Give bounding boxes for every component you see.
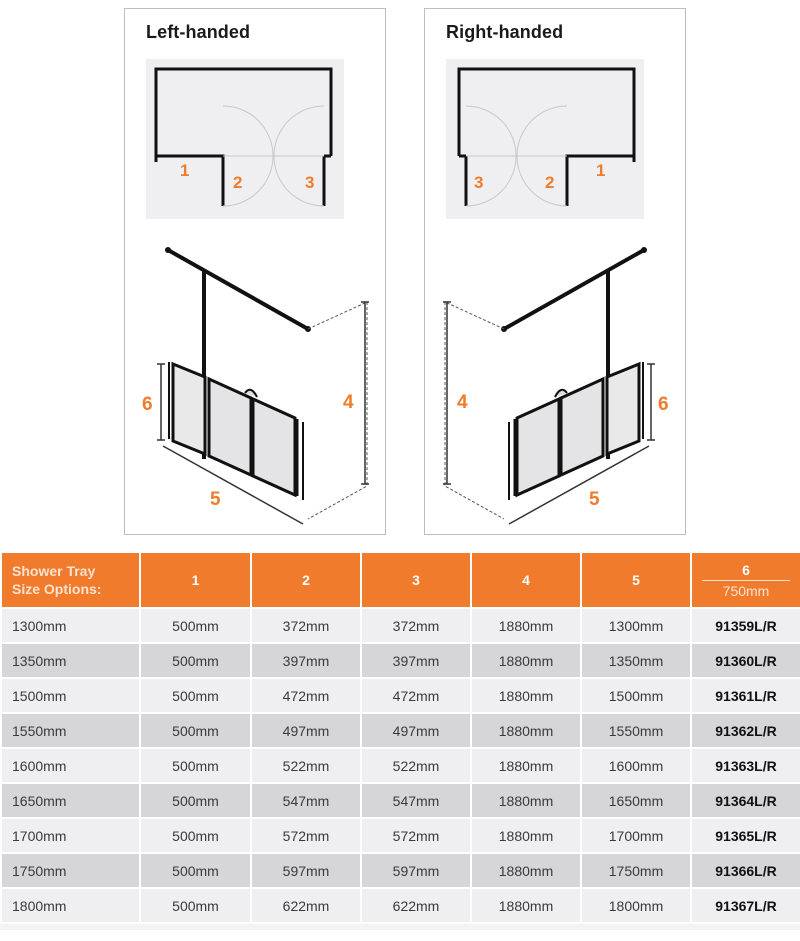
table-row [1, 783, 800, 818]
iso-label-4: 4 [343, 392, 354, 413]
cell-dim-3: 497mm [361, 713, 471, 748]
cell-product-code: 91363L/R [691, 748, 800, 783]
cell-dim-5: 1300mm [581, 608, 691, 643]
fixed-panel-glass [173, 364, 205, 454]
door-panel-2-glass [517, 399, 559, 495]
cell-dim-2: 497mm [251, 713, 361, 748]
cell-dim-4: 1880mm [471, 748, 581, 783]
plan-background [146, 59, 344, 219]
rail-end-cap [165, 247, 171, 253]
plan-label-2: 2 [545, 173, 555, 192]
size-options-table [0, 551, 800, 924]
header-col-6-height: 750mm [722, 582, 770, 599]
cell-dim-4: 1880mm [471, 783, 581, 818]
table-row [1, 678, 800, 713]
iso-label-5: 5 [210, 489, 221, 510]
header-col-3: 3 [361, 552, 471, 608]
cell-dim-5: 1500mm [581, 678, 691, 713]
table-row [1, 888, 800, 923]
cell-product-code: 91359L/R [691, 608, 800, 643]
cell-dim-3: 597mm [361, 853, 471, 888]
cell-tray-size: 1300mm [1, 608, 140, 643]
rail-end-cap [641, 247, 647, 253]
cell-dim-4: 1880mm [471, 853, 581, 888]
cell-dim-4: 1880mm [471, 713, 581, 748]
door-panel-2-glass [253, 399, 295, 495]
iso-label-6: 6 [142, 394, 153, 415]
header-col-1: 1 [140, 552, 251, 608]
left-handed-isometric-diagram [125, 234, 387, 534]
right-handed-plan-diagram [446, 59, 644, 219]
cell-product-code: 91360L/R [691, 643, 800, 678]
cell-dim-3: 547mm [361, 783, 471, 818]
cell-dim-5: 1650mm [581, 783, 691, 818]
cell-dim-4: 1880mm [471, 643, 581, 678]
cell-tray-size: 1750mm [1, 853, 140, 888]
table-row [1, 748, 800, 783]
cell-dim-1: 500mm [140, 713, 251, 748]
cell-product-code: 91361L/R [691, 678, 800, 713]
cell-dim-1: 500mm [140, 888, 251, 923]
cell-dim-1: 500mm [140, 643, 251, 678]
header-col-6-number: 6 [702, 562, 790, 581]
cell-tray-size: 1550mm [1, 713, 140, 748]
right-handed-panel [424, 8, 686, 535]
table-header-row [1, 552, 800, 608]
cell-dim-3: 372mm [361, 608, 471, 643]
cell-dim-2: 572mm [251, 818, 361, 853]
cell-tray-size: 1600mm [1, 748, 140, 783]
header-tray-size-line-1: Shower Tray [12, 563, 96, 579]
header-tray-size [1, 552, 140, 608]
iso-label-4: 4 [457, 392, 468, 413]
cell-dim-1: 500mm [140, 678, 251, 713]
plan-label-3: 3 [305, 173, 315, 192]
plan-label-3: 3 [474, 173, 484, 192]
cell-dim-4: 1880mm [471, 608, 581, 643]
table-row [1, 853, 800, 888]
cell-product-code: 91362L/R [691, 713, 800, 748]
overhead-rail [168, 250, 308, 329]
table-row [1, 713, 800, 748]
table-row [1, 608, 800, 643]
plan-label-1: 1 [180, 161, 190, 180]
cell-dim-2: 622mm [251, 888, 361, 923]
cell-dim-1: 500mm [140, 853, 251, 888]
right-handed-isometric-diagram [425, 234, 687, 534]
iso-label-5: 5 [589, 489, 600, 510]
header-col-2: 2 [251, 552, 361, 608]
table-row [1, 643, 800, 678]
table-body [1, 608, 800, 923]
cell-product-code: 91365L/R [691, 818, 800, 853]
cell-dim-3: 622mm [361, 888, 471, 923]
cell-dim-2: 372mm [251, 608, 361, 643]
cell-tray-size: 1650mm [1, 783, 140, 818]
cell-dim-1: 500mm [140, 748, 251, 783]
cell-dim-5: 1550mm [581, 713, 691, 748]
left-handed-title: Left-handed [146, 22, 251, 42]
cell-dim-5: 1350mm [581, 643, 691, 678]
cell-dim-1: 500mm [140, 818, 251, 853]
cell-dim-5: 1600mm [581, 748, 691, 783]
wall-outline [445, 302, 504, 519]
door-panel-1-glass [561, 379, 603, 475]
left-handed-plan-diagram [146, 59, 344, 219]
table-bottom-band [0, 924, 800, 930]
table-row [1, 818, 800, 853]
header-col-4: 4 [471, 552, 581, 608]
plan-label-2: 2 [233, 173, 243, 192]
cell-dim-4: 1880mm [471, 818, 581, 853]
plan-label-1: 1 [596, 161, 606, 180]
cell-dim-4: 1880mm [471, 888, 581, 923]
cell-dim-5: 1750mm [581, 853, 691, 888]
left-handed-panel [124, 8, 386, 535]
cell-tray-size: 1500mm [1, 678, 140, 713]
header-col-6 [691, 552, 800, 608]
fixed-panel-glass [607, 364, 639, 454]
cell-product-code: 91364L/R [691, 783, 800, 818]
cell-dim-3: 397mm [361, 643, 471, 678]
cell-dim-3: 522mm [361, 748, 471, 783]
overhead-rail [504, 250, 644, 329]
cell-dim-5: 1800mm [581, 888, 691, 923]
cell-dim-2: 597mm [251, 853, 361, 888]
plan-background [446, 59, 644, 219]
cell-dim-2: 522mm [251, 748, 361, 783]
cell-dim-3: 472mm [361, 678, 471, 713]
cell-tray-size: 1800mm [1, 888, 140, 923]
cell-dim-5: 1700mm [581, 818, 691, 853]
cell-product-code: 91367L/R [691, 888, 800, 923]
cell-dim-4: 1880mm [471, 678, 581, 713]
header-tray-size-line-2: Size Options: [12, 581, 102, 597]
cell-product-code: 91366L/R [691, 853, 800, 888]
cell-dim-1: 500mm [140, 608, 251, 643]
cell-dim-2: 547mm [251, 783, 361, 818]
cell-dim-2: 397mm [251, 643, 361, 678]
door-panel-1-glass [209, 379, 251, 475]
cell-dim-2: 472mm [251, 678, 361, 713]
right-handed-title: Right-handed [446, 22, 564, 42]
wall-outline [308, 302, 367, 519]
header-col-5: 5 [581, 552, 691, 608]
cell-dim-1: 500mm [140, 783, 251, 818]
cell-tray-size: 1350mm [1, 643, 140, 678]
cell-tray-size: 1700mm [1, 818, 140, 853]
cell-dim-3: 572mm [361, 818, 471, 853]
iso-label-6: 6 [658, 394, 669, 415]
